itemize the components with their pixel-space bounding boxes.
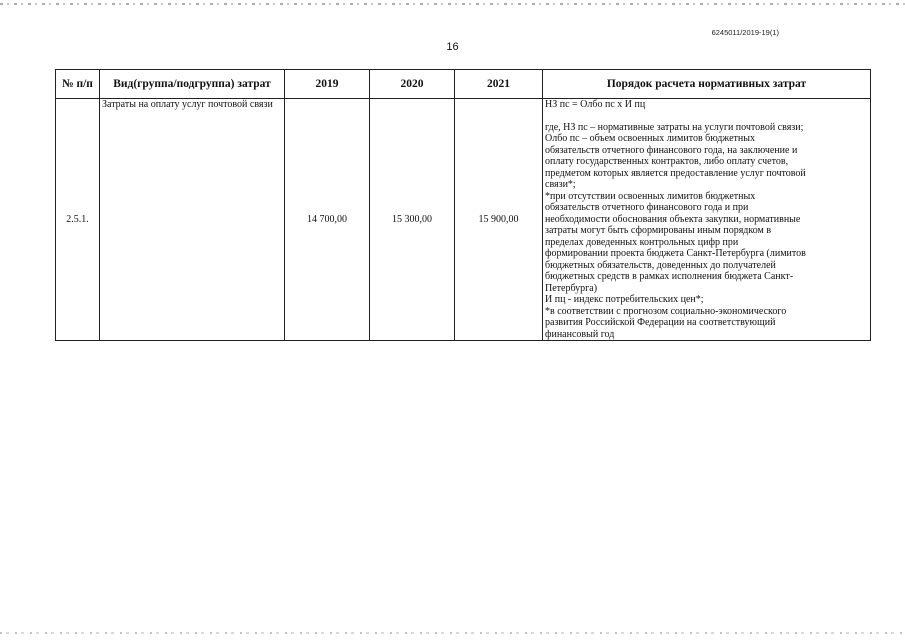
scan-edge-bottom	[0, 632, 905, 634]
calc-line: финансовый год	[545, 328, 615, 340]
page-number: 16	[446, 41, 459, 53]
scan-edge-top	[0, 3, 905, 5]
calc-line: предметом которых является предоставление услуг почтовой	[545, 167, 806, 179]
calc-line: *в соответствии с прогнозом социально-экономического	[545, 305, 787, 317]
header-2020: 2020	[370, 70, 455, 99]
table-header-row	[56, 70, 871, 99]
cell-2021: 15 900,00	[455, 99, 543, 341]
header-2019: 2019	[285, 70, 370, 99]
calc-formula: НЗ пс = Олбо пс х И пц	[545, 99, 646, 110]
header-2021: 2021	[455, 70, 543, 99]
cell-num: 2.5.1.	[56, 99, 100, 341]
calc-line: Петербурга)	[545, 282, 598, 294]
cell-calc	[543, 99, 871, 341]
calc-line: И пц - индекс потребительских цен*;	[545, 294, 704, 305]
calc-line: Олбо пс – объем освоенных лимитов бюджетных	[545, 133, 755, 144]
header-num: № п/п	[56, 70, 100, 99]
table-row	[56, 99, 871, 341]
calc-line: формировании проекта бюджета Санкт-Петербурга (лимитов	[545, 248, 806, 259]
calc-line: развития Российской Федерации на соответствующий	[545, 317, 776, 328]
calc-line: оплату государственных контрактов, либо оплату счетов,	[545, 156, 789, 167]
calc-line: где, НЗ пс – нормативные затраты на услуги почтовой связи;	[545, 121, 804, 133]
calc-line: бюджетных средств в рамках исполнения бюджета Санкт-	[545, 271, 794, 282]
calc-line: *при отсутствии освоенных лимитов бюджетных	[545, 190, 756, 202]
header-type: Вид(группа/подгруппа) затрат	[100, 70, 285, 99]
calc-line: необходимости обоснования объекта закупки, нормативные	[545, 213, 801, 225]
header-calc: Порядок расчета нормативных затрат	[543, 70, 871, 99]
cost-table	[55, 69, 871, 341]
calc-line: обязательств отчетного финансового года и при	[545, 202, 749, 213]
calc-line: пределах доведенных контрольных цифр при	[545, 236, 739, 248]
document-code: 6245011/2019-19(1)	[711, 28, 779, 37]
calc-line: обязательств отчетного финансового года, на заключение и	[545, 144, 798, 156]
calc-line: затраты могут быть сформированы иным порядком в	[545, 225, 772, 236]
cell-2020: 15 300,00	[370, 99, 455, 341]
calc-line: бюджетных обязательств, доведенных до получателей	[545, 259, 776, 271]
calc-spacer	[545, 111, 868, 122]
cell-type: Затраты на оплату услуг почтовой связи	[100, 99, 285, 341]
cell-2019: 14 700,00	[285, 99, 370, 341]
calc-line: связи*;	[545, 179, 576, 190]
